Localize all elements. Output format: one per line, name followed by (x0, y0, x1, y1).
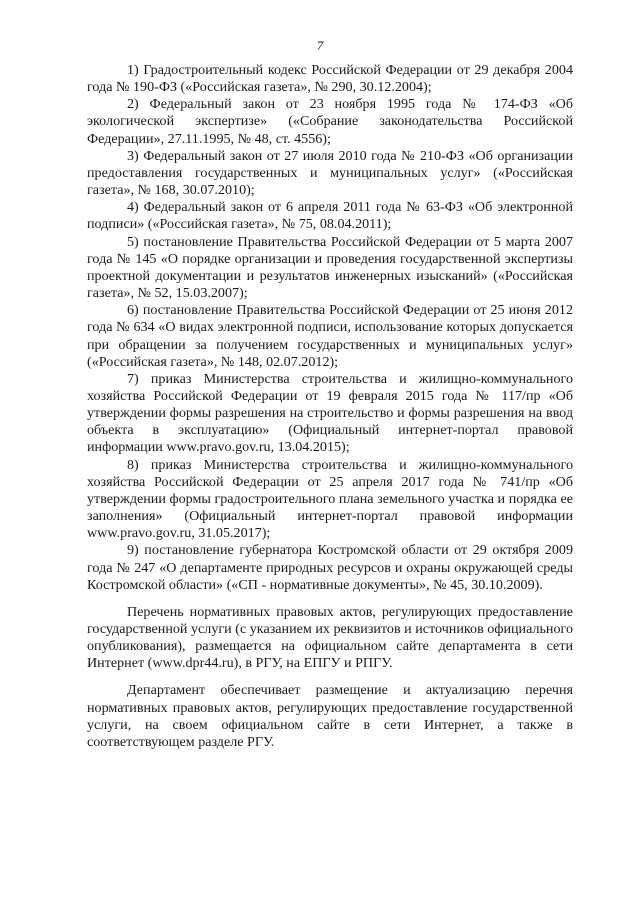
list-item-3: 3) Федеральный закон от 27 июля 2010 года № 210-ФЗ «Об организации предоставления государственных и муниципальных услуг» («Российская газета», № 168, 30.07.2010); (87, 147, 573, 199)
list-item-2: 2) Федеральный закон от 23 ноября 1995 года № 174-ФЗ «Об экологической экспертизе» («Собрание законодательства Российской Федерации», 27.11.1995, № 48, ст. 4556); (87, 96, 573, 147)
list-item-7: 7) приказ Министерства строительства и жилищно-коммунального хозяйства Российской Федерации от 19 февраля 2015 года № 117/пр «Об утверждении формы разрешения на строительство и формы разрешения на ввод объекта в эксплуатацию» (Официальный интернет-портал правовой информации www.pravo.gov.ru, 13.04.2015); (87, 370, 573, 456)
paragraph-acts-list-placement: Перечень нормативных правовых актов, регулирующих предоставление государственной услуги (с указанием их реквизитов и источников официального опубликования), размещается на официальном сайте департамента в сети Интернет (www.dpr44.ru), в РГУ, на ЕПГУ и РПГУ. (87, 603, 573, 672)
page-number: 7 (316, 38, 324, 53)
list-item-9: 9) постановление губернатора Костромской области от 29 октября 2009 года № 247 «О департаменте природных ресурсов и охраны окружающей среды Костромской области» («СП - нормативные документы», № 45, 30.10.2009). (87, 542, 573, 593)
list-item-4: 4) Федеральный закон от 6 апреля 2011 года № 63-ФЗ «Об электронной подписи» («Российская газета», № 75, 08.04.2011); (87, 199, 573, 233)
document-body (87, 62, 573, 751)
list-item-6: 6) постановление Правительства Российской Федерации от 25 июня 2012 года № 634 «О видах электронной подписи, использование которых допускается при обращении за получением государственных и муниципальных услуг» («Российская газета», № 148, 02.07.2012); (87, 302, 573, 370)
list-item-5: 5) постановление Правительства Российской Федерации от 5 марта 2007 года № 145 «О порядке организации и проведения государственной экспертизы проектной документации и результатов инженерных изысканий» («Российская газета», № 52, 15.03.2007); (87, 233, 573, 302)
list-item-1: 1) Градостроительный кодекс Российской Федерации от 29 декабря 2004 года № 190-ФЗ («Российская газета», № 290, 30.12.2004); (87, 62, 573, 96)
paragraph-department-duty: Департамент обеспечивает размещение и актуализацию перечня нормативных правовых актов, регулирующих предоставление государственной услуги, на своем официальном сайте в сети Интернет, а также в соответствующем разделе РГУ. (87, 682, 573, 750)
list-item-8: 8) приказ Министерства строительства и жилищно-коммунального хозяйства Российской Федерации от 25 апреля 2017 года № 741/пр «Об утверждении формы градостроительного плана земельного участка и порядка ее заполнения» (Официальный интернет-портал правовой информации www.pravo.gov.ru, 31.05.2017); (87, 456, 573, 542)
